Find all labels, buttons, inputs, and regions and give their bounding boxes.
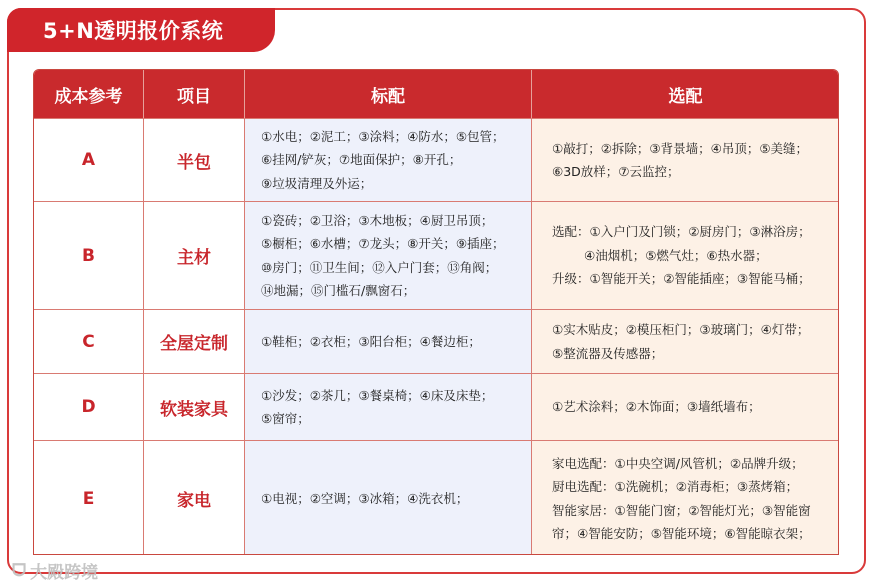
header-optional: 选配 [532,70,839,118]
optional-line: 帘；④智能安防；⑤智能环境；⑥智能晾衣架； [552,526,811,541]
watermark [12,558,98,583]
optional-line: 升级：①智能开关；②智能插座；③智能马桶； [552,271,811,287]
quote-table [33,69,839,555]
standard-line: ⑤橱柜；⑥水槽；⑦龙头；⑧开关；⑨插座； [261,236,505,251]
watermark-text: 大殿跨境 [30,563,99,583]
standard-line: ⑩房门；⑪卫生间；⑫入户门套；⑬角阀； [261,259,498,275]
optional-line: 厨电选配：①洗碗机；②消毒柜；③蒸烤箱； [552,479,799,494]
row-code: B [34,201,144,309]
standard-line: ①瓷砖；②卫浴；③木地板；④厨卫吊顶； [261,212,494,228]
standard-cell [245,118,532,201]
optional-line: ①敲打；②拆除；③背景墙；④吊顶；⑤美缝； [552,140,809,156]
optional-line: ⑥3D放样；⑦云监控； [552,164,680,179]
standard-line: ①电视；②空调；③冰箱；④洗衣机； [261,490,469,506]
standard-line: ⑥挂网/铲灰；⑦地面保护；⑧开孔； [261,152,462,168]
optional-cell [532,373,839,440]
standard-cell [245,201,532,309]
standard-cell [245,440,532,555]
row-item: 家电 [144,440,245,555]
optional-cell [532,201,839,309]
optional-line: 选配：①入户门及门锁；②厨房门；③淋浴房； [552,224,811,240]
optional-line: 智能家居：①智能门窗；②智能灯光；③智能窗 [552,502,811,518]
row-code: A [34,118,144,201]
optional-cell [532,440,839,555]
row-code: E [34,440,144,555]
standard-line: ⑭地漏；⑮门槛石/飘窗石； [261,283,416,298]
optional-line: ①实木贴皮；②模压柜门；③玻璃门；④灯带； [552,322,810,337]
row-code: C [34,309,144,373]
row-item: 半包 [144,118,245,201]
optional-cell [532,309,839,373]
optional-line: ⑤整流器及传感器； [552,345,664,361]
standard-line: ①沙发；②茶几；③餐桌椅；④床及床垫； [261,387,494,403]
standard-line: ⑨垃圾清理及外运； [261,175,373,191]
page-title: 5+N透明报价系统 [7,8,275,52]
optional-line: ①艺术涂料；②木饰面；③墙纸墙布； [552,399,761,415]
row-item: 全屋定制 [144,309,245,373]
optional-line: ④油烟机；⑤燃气灶；⑥热水器； [584,247,768,263]
standard-line: ⑤窗帘； [261,411,310,426]
row-item: 软装家具 [144,373,245,440]
logo-icon: ᗜ [12,560,27,581]
standard-cell [245,373,532,440]
row-item: 主材 [144,201,245,309]
standard-line: ①鞋柜；②衣柜；③阳台柜；④餐边柜； [261,333,481,349]
optional-cell [532,118,839,201]
optional-line: 家电选配：①中央空调/风管机；②品牌升级； [552,455,804,471]
standard-cell [245,309,532,373]
header-cost-ref: 成本参考 [34,70,144,118]
standard-line: ①水电；②泥工；③涂料；④防水；⑤包管； [261,128,505,144]
header-item: 项目 [144,70,245,118]
row-code: D [34,373,144,440]
header-standard: 标配 [245,70,532,118]
